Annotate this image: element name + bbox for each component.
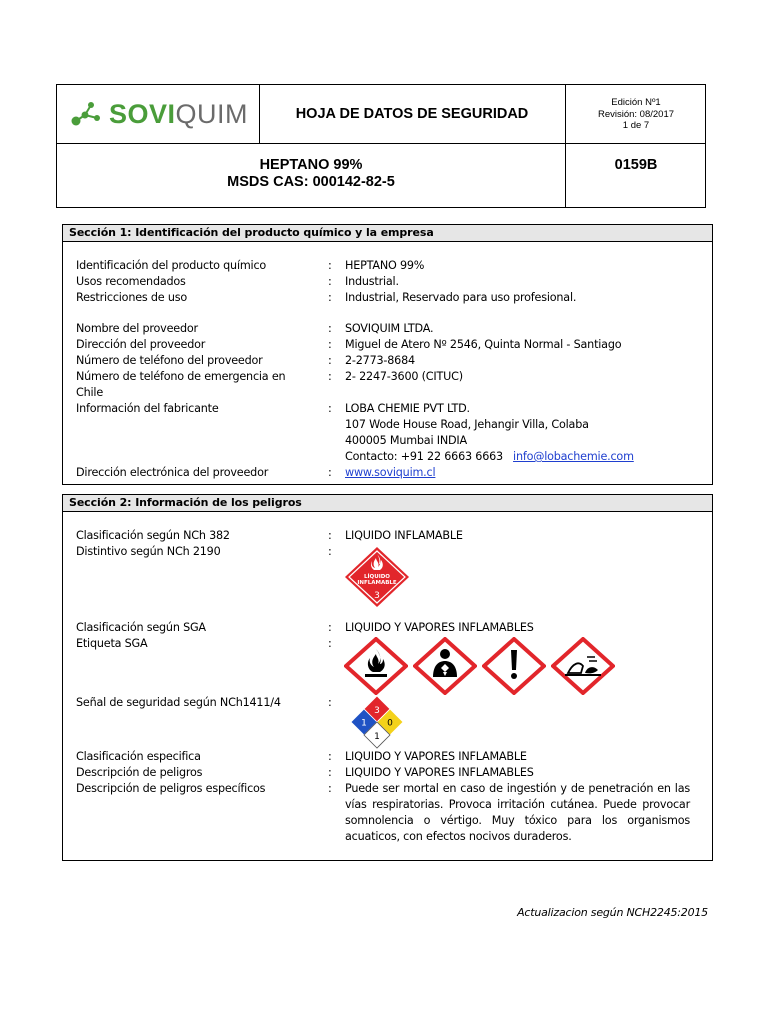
colon-separator: : (328, 291, 332, 304)
molecule-icon (69, 99, 103, 129)
field-label: Clasificación según SGA (76, 621, 206, 634)
logo-text-main: SOVI (109, 98, 176, 129)
colon-separator: : (328, 782, 332, 795)
field-value: LIQUIDO Y VAPORES INFLAMABLES (345, 621, 534, 634)
field-label: Distintivo según NCh 2190 (76, 545, 221, 558)
document-title: HOJA DE DATOS DE SEGURIDAD (295, 106, 529, 122)
field-label: Identificación del producto químico (76, 259, 267, 272)
field-value: 2- 2247-3600 (CITUC) (345, 370, 463, 383)
colon-separator: : (328, 766, 332, 779)
section-2-title: Sección 2: Información de los peligros (63, 495, 712, 512)
nfpa-diamond-icon (345, 695, 409, 749)
field-label: Dirección electrónica del proveedor (76, 466, 269, 479)
document-header (56, 84, 706, 208)
soviquim-logo (69, 95, 248, 133)
contact-phone: Contacto: +91 22 6663 6663 (345, 450, 503, 463)
product-name: HEPTANO 99% (259, 157, 363, 173)
field-label: Nombre del proveedor (76, 322, 198, 335)
field-value: Miguel de Atero Nº 2546, Quinta Normal - Santiago (345, 338, 622, 351)
colon-separator: : (328, 696, 332, 709)
colon-separator: : (328, 322, 332, 335)
field-value: Puede ser mortal en caso de ingestión y de penetración en las vías respiratorias. Provoca irritación cutánea. Puede provocar somnolencia o vértigo. Muy tóxico para los organismos acuaticos, con efectos nocivos duraderos. (345, 782, 690, 843)
website-link[interactable]: www.soviquim.cl (345, 466, 436, 479)
colon-separator: : (328, 529, 332, 542)
colon-separator: : (328, 370, 332, 383)
colon-separator: : (328, 402, 332, 415)
section-1 (62, 224, 713, 485)
product-cas: MSDS CAS: 000142-82-5 (227, 174, 395, 190)
manufacturer-address-line: 400005 Mumbai INDIA (345, 434, 467, 447)
field-label: Restricciones de uso (76, 291, 187, 304)
flammable-liquid-diamond-icon (343, 545, 411, 609)
field-label: Dirección del proveedor (76, 338, 206, 351)
field-value: LIQUIDO INFLAMABLE (345, 529, 463, 542)
field-label: Usos recomendados (76, 275, 186, 288)
exclamation-icon (482, 637, 546, 695)
field-value: SOVIQUIM LTDA. (345, 322, 434, 335)
page-number: 1 de 7 (622, 120, 650, 131)
diamond-text: INFLAMABLE (357, 580, 397, 586)
field-value: LIQUIDO Y VAPORES INFLAMABLE (345, 750, 527, 763)
environment-icon (551, 637, 615, 695)
revision-date: Revisión: 08/2017 (597, 108, 675, 120)
field-label: Clasificación especifica (76, 750, 201, 763)
field-value: Industrial, Reservado para uso profesional. (345, 291, 577, 304)
field-value: Industrial. (345, 275, 399, 288)
edition-number: Edición Nº1 (611, 97, 661, 108)
colon-separator: : (328, 545, 332, 558)
header-divider (57, 143, 705, 144)
colon-separator: : (328, 750, 332, 763)
nfpa-special: 1 (374, 732, 380, 742)
colon-separator: : (328, 637, 332, 650)
field-value: HEPTANO 99% (345, 259, 425, 272)
colon-separator: : (328, 354, 332, 367)
contact-email-link[interactable]: info@lobachemie.com (513, 450, 634, 463)
section-1-title: Sección 1: Identificación del producto químico y la empresa (63, 225, 712, 242)
field-label: Señal de seguridad según NCh1411/4 (76, 696, 281, 709)
colon-separator: : (328, 621, 332, 634)
flame-icon (344, 637, 408, 695)
nfpa-health: 1 (361, 718, 367, 729)
nfpa-reactivity: 0 (387, 718, 393, 729)
field-value: LIQUIDO Y VAPORES INFLAMABLES (345, 766, 534, 779)
website-field (345, 465, 690, 481)
product-heading (57, 157, 565, 191)
logo-text-rest: QUIM (175, 98, 249, 129)
field-label: Número de teléfono del proveedor (76, 354, 263, 367)
edition-info (565, 97, 707, 132)
diamond-class-number: 3 (374, 591, 380, 601)
field-label: Etiqueta SGA (76, 637, 148, 650)
footer-note: Actualizacion según NCH2245:2015 (517, 906, 708, 919)
diamond-text: LÍQUIDO (364, 574, 390, 580)
colon-separator: : (328, 466, 332, 479)
manufacturer-address-line: 107 Wode House Road, Jehangir Villa, Colaba (345, 418, 589, 431)
field-label: Clasificación según NCh 382 (76, 529, 230, 542)
field-label: Descripción de peligros específicos (76, 782, 266, 795)
health-hazard-icon (413, 637, 477, 695)
field-label: Número de teléfono de emergencia en Chile (76, 370, 286, 399)
product-code: 0159B (614, 157, 658, 173)
field-value: LOBA CHEMIE PVT LTD. (345, 402, 470, 415)
field-value: 2-2773-8684 (345, 354, 415, 367)
colon-separator: : (328, 259, 332, 272)
field-label: Descripción de peligros (76, 766, 203, 779)
section-2 (62, 494, 713, 861)
nfpa-flammability: 3 (374, 706, 380, 716)
manufacturer-contact (345, 449, 690, 465)
colon-separator: : (328, 275, 332, 288)
colon-separator: : (328, 338, 332, 351)
field-label: Información del fabricante (76, 402, 219, 415)
